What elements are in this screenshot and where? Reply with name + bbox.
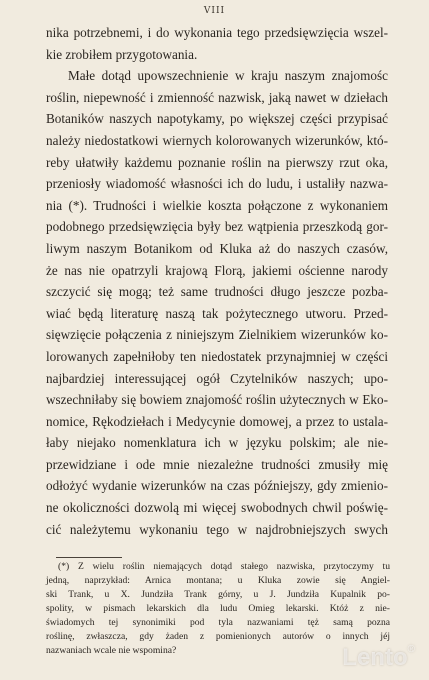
text-line: liwym naszym Botanikom od Kluka aż do naszych czasów, (46, 240, 388, 256)
text-line: najbardziej interessującej ogół Czytelników naszych; upo- (46, 370, 388, 386)
text-line: że nas nie opatrzyli krajową Florą, jakiemi ościenne narody (46, 262, 388, 278)
text-line: wiać będą literaturę naszą tak pożytecznego utworu. Przed- (46, 305, 388, 321)
text-line: Botaników naszych napotykamy, po większej części przypisać (46, 111, 388, 127)
watermark-logo (342, 644, 415, 672)
text-line: nomice, Rękodziełach i Medycynie domowej, a przez to ustala- (46, 413, 388, 429)
paragraph-2 (46, 65, 388, 540)
footnote-line: nazwaniach wcale nie wspomina? (46, 645, 177, 656)
text-line: ne okoliczności dozwolą mi więcej swobodnych chwil poświę- (46, 500, 388, 516)
text-line: cić należytemu wykonaniu tego w najdrobniejszych swych (46, 521, 388, 537)
text-line: nia (*). Trudności i wielkie koszta połączone z wykonaniem (46, 197, 388, 213)
body-text (46, 22, 388, 540)
text-line: przewidziane i ode mnie niezależne trudności zmusiły mię (46, 456, 388, 472)
text-line: podobnego przedsięwzięcia były bez wątpienia przeszkodą gor- (46, 219, 388, 235)
text-line: kie zrobiłem przygotowania. (46, 46, 198, 62)
text-line: Małe dotąd upowszechnienie w kraju naszym znajomośc (68, 68, 388, 84)
footnote-divider (56, 557, 122, 558)
paragraph-1 (46, 22, 388, 65)
text-line: reby ułatwiły każdemu poznanie roślin na pierwszy rzut oka, (46, 154, 388, 170)
text-line: wszechniłaby się bowiem znajomość roślin użytecznych w Eko- (46, 392, 388, 408)
text-line: przeniosły wiadomość własności ich do ludu, i ustaliły nazwa- (46, 176, 388, 192)
text-line: szczycić się mogą; też same trudności długo jeszcze pozba- (46, 284, 388, 300)
footnote-line: spolity, w pismach lekarskich dla ludu Omieg lekarski. Któż z nie- (46, 603, 390, 614)
text-line: odłożyć wydanie wizerunków na czas późniejszy, gdy zmienio- (46, 478, 388, 494)
text-line: łaby niejako nomenklatura ich w języku polskim; ale nie- (46, 435, 388, 451)
footnote-line: jedną, naprzykład: Arnica montana; u Kluka zowie się Angiel- (46, 575, 390, 586)
footnote-line: (*) Z wielu roślin niemających dotąd stałego nazwiska, przytoczymy tu (58, 561, 390, 572)
footnote-line: ski Trank, u X. Jundziła Trank górny, u J. Jundziła Kupalnik po- (46, 589, 390, 600)
watermark-text: Lento (342, 644, 408, 671)
text-line: lorowanych zapełniłoby ten niedostatek przynajmniej w części (46, 348, 388, 364)
text-line: sięwzięcie połączenia z niniejszym Zielnikiem wizerunków ko- (46, 327, 388, 343)
footnote-line: roślinę, zwłaszcza, gdy żaden z pomienionych autorów o innych jéj (46, 631, 390, 642)
footnote-line: świadomych tej synonimiki pod tyla nazwaniami tęż samą pozna (46, 617, 390, 628)
text-line: roślin, niepewność i zmienność nazwisk, jaką nawet w dziełach (46, 89, 388, 105)
registered-mark: ® (407, 644, 415, 655)
footnote (46, 560, 390, 658)
page-number: VIII (203, 6, 226, 16)
text-line: nika potrzebnemi, i do wykonania tego przedsięwzięcia wszel- (46, 25, 388, 40)
text-line: należy niedostatkowi wiernych kolorowanych wizerunków, któ- (46, 132, 388, 148)
